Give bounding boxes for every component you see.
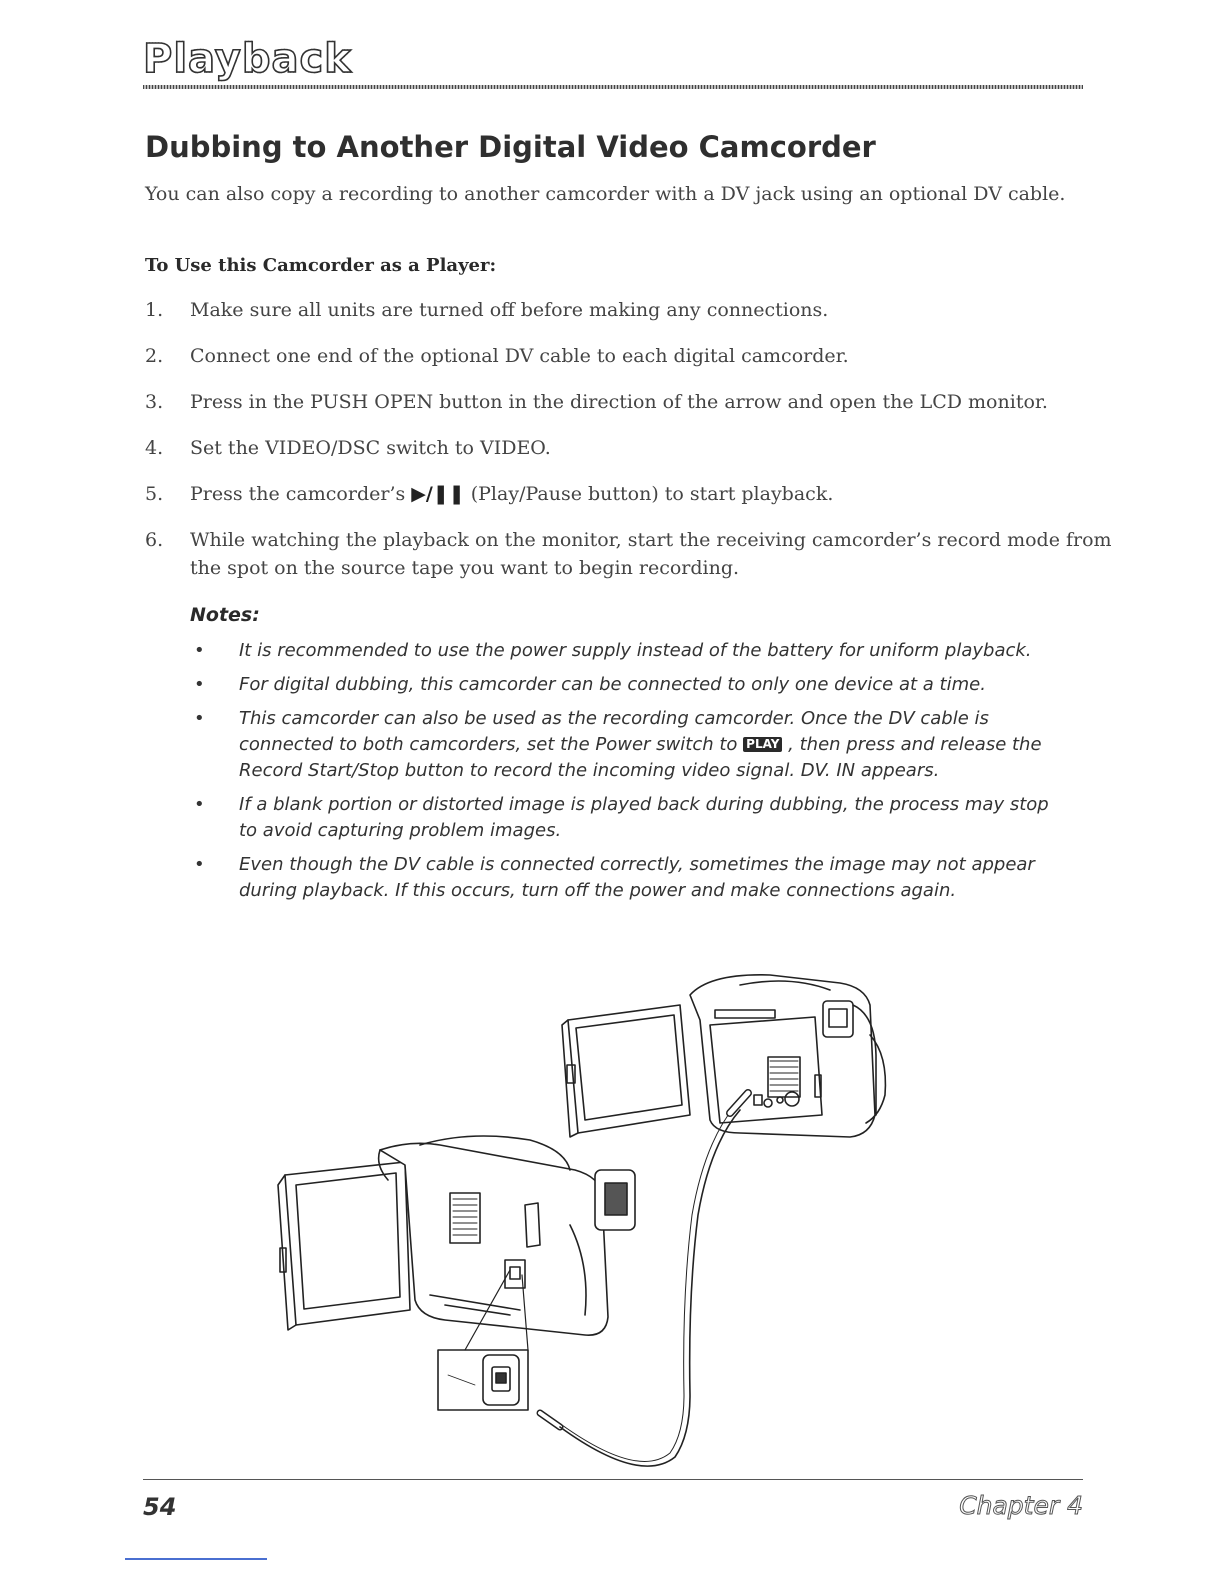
note-item [190, 706, 1070, 784]
note-item [190, 638, 1070, 664]
step-4 [145, 434, 1135, 462]
step-3 [145, 388, 1135, 416]
note-item [190, 672, 1070, 698]
note-text: For digital dubbing, this camcorder can be connected to only one device at a time. [239, 674, 986, 695]
step-text: Set the VIDEO/DSC switch to VIDEO. [190, 437, 551, 459]
dv-dubbing-illustration [270, 965, 930, 1475]
step-text-after: (Play/Pause button) to start playback. [470, 483, 834, 505]
play-pause-icon: ▶/❚❚ [411, 483, 465, 505]
bullet-icon: • [194, 640, 205, 661]
source-camcorder-drawing [278, 1136, 635, 1335]
steps-list [145, 296, 1135, 600]
step-number: 5. [145, 483, 164, 505]
step-5 [145, 480, 1135, 508]
bullet-icon: • [194, 854, 205, 875]
footer-rule [143, 1479, 1083, 1480]
notes-list [190, 638, 1070, 912]
play-mode-icon: PLAY [743, 737, 782, 752]
section-header: Playback [143, 36, 352, 82]
step-6 [145, 526, 1135, 582]
bullet-icon: • [194, 794, 205, 815]
chapter-label: Chapter 4 [959, 1491, 1083, 1520]
notes-title: Notes: [190, 604, 260, 626]
step-number: 3. [145, 391, 164, 413]
note-text: If a blank portion or distorted image is played back during dubbing, the process may stop to avoid capturing problem images. [239, 794, 1049, 841]
step-text-before: Press the camcorder’s [190, 483, 406, 505]
note-item [190, 792, 1070, 844]
bullet-icon: • [194, 708, 205, 729]
step-number: 2. [145, 345, 164, 367]
step-1 [145, 296, 1135, 324]
step-text: While watching the playback on the monitor, start the receiving camcorder’s record mode from the spot on the source tape you want to begin recording. [190, 529, 1112, 579]
step-number: 6. [145, 529, 164, 551]
note-item [190, 852, 1070, 904]
step-2 [145, 342, 1135, 370]
note-text-after: , then press and release the Record Start/Stop button to record the incoming video signal. DV. IN appears. [239, 734, 1042, 781]
step-number: 1. [145, 299, 164, 321]
note-text-before: This camcorder can also be used as the recording camcorder. Once the DV cable is connected to both camcorders, set the Power switch to [239, 708, 989, 755]
step-text: Press in the PUSH OPEN button in the direction of the arrow and open the LCD monitor. [190, 391, 1048, 413]
step-text: Connect one end of the optional DV cable to each digital camcorder. [190, 345, 849, 367]
note-text: Even though the DV cable is connected correctly, sometimes the image may not appear during playback. If this occurs, turn off the power and make connections again. [239, 854, 1035, 901]
step-text: Make sure all units are turned off before making any connections. [190, 299, 829, 321]
step-number: 4. [145, 437, 164, 459]
page-number: 54 [143, 1493, 177, 1521]
intro-paragraph: You can also copy a recording to another camcorder with a DV jack using an optional DV cable. [145, 183, 1066, 205]
receiving-camcorder-drawing [562, 975, 885, 1137]
note-text: It is recommended to use the power supply instead of the battery for uniform playback. [239, 640, 1032, 661]
scan-edge-mark [125, 1558, 267, 1560]
bullet-icon: • [194, 674, 205, 695]
instructions-subheading: To Use this Camcorder as a Player: [145, 255, 497, 276]
header-rule [143, 85, 1083, 89]
page-title: Dubbing to Another Digital Video Camcorder [145, 130, 876, 164]
